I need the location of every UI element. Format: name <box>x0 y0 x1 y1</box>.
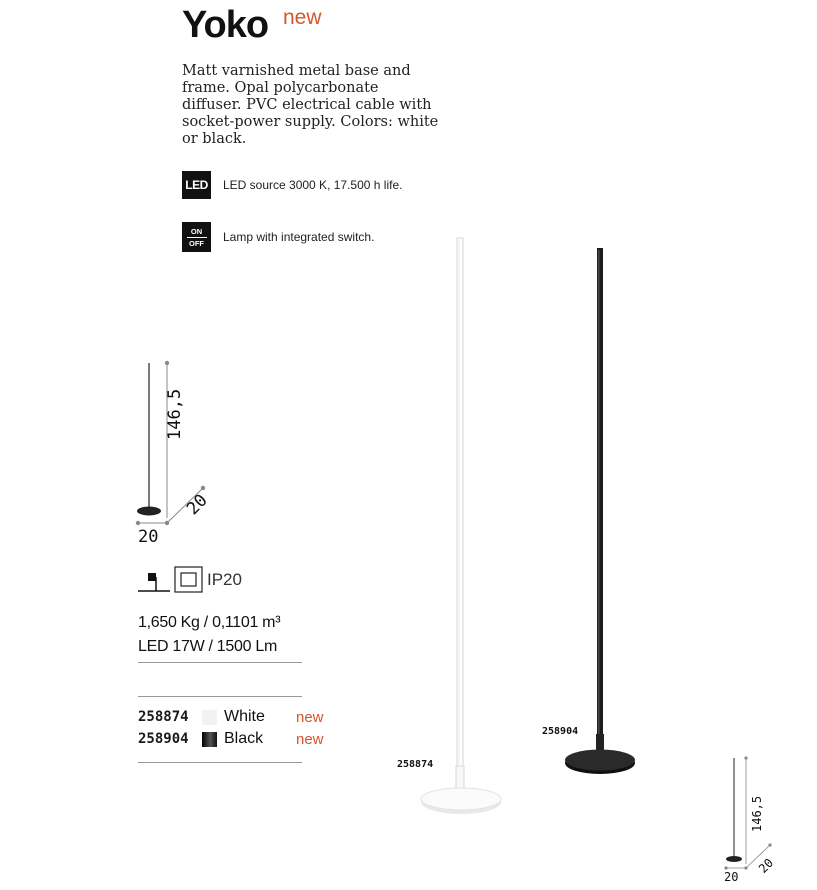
black-lamp-code: 258904 <box>542 726 579 737</box>
dimension-diagram <box>130 355 220 555</box>
floor-lamp-mount-icon <box>138 566 172 596</box>
led-icon: LED <box>182 171 211 199</box>
black-swatch <box>202 732 217 747</box>
variant-row <box>138 707 324 727</box>
divider <box>138 762 302 763</box>
height-dimension-small: 146,5 <box>750 795 764 832</box>
variant-new-badge: new <box>296 730 324 748</box>
switch-feature-text: Lamp with integrated switch. <box>223 230 375 244</box>
variant-row <box>138 729 324 749</box>
variant-color: Black <box>224 730 264 747</box>
ip-rating-label: IP20 <box>207 570 242 589</box>
on-off-switch-icon <box>182 222 211 252</box>
white-swatch <box>202 710 217 725</box>
variant-color: White <box>224 708 265 725</box>
new-badge: new <box>283 6 322 29</box>
variant-code: 258904 <box>138 731 189 747</box>
depth-dimension: 20 <box>183 490 212 520</box>
product-description: Matt varnished metal base and frame. Opal polycarbonate diffuser. PVC electrical cable with socket-power supply. Colors: white or black. <box>182 63 439 147</box>
black-floor-lamp-image <box>560 244 650 782</box>
white-floor-lamp-image <box>410 236 510 818</box>
divider <box>138 662 302 663</box>
weight-volume-spec: 1,650 Kg / 0,1101 m³ <box>138 614 281 631</box>
depth-dimension-small: 20 <box>756 855 777 876</box>
width-dimension: 20 <box>138 527 159 547</box>
off-label: OFF <box>189 238 204 248</box>
icon-divider <box>187 237 207 238</box>
width-dimension-small: 20 <box>724 870 739 884</box>
product-title: Yoko <box>182 4 269 46</box>
power-spec: LED 17W / 1500 Lm <box>138 638 277 655</box>
on-label: ON <box>190 226 203 236</box>
variant-new-badge: new <box>296 708 324 726</box>
divider <box>138 696 302 697</box>
ip-rating-icon <box>174 566 204 594</box>
height-dimension: 146,5 <box>165 388 185 440</box>
led-feature-text: LED source 3000 K, 17.500 h life. <box>223 178 403 192</box>
variant-code: 258874 <box>138 709 189 725</box>
white-lamp-code: 258874 <box>397 759 434 770</box>
